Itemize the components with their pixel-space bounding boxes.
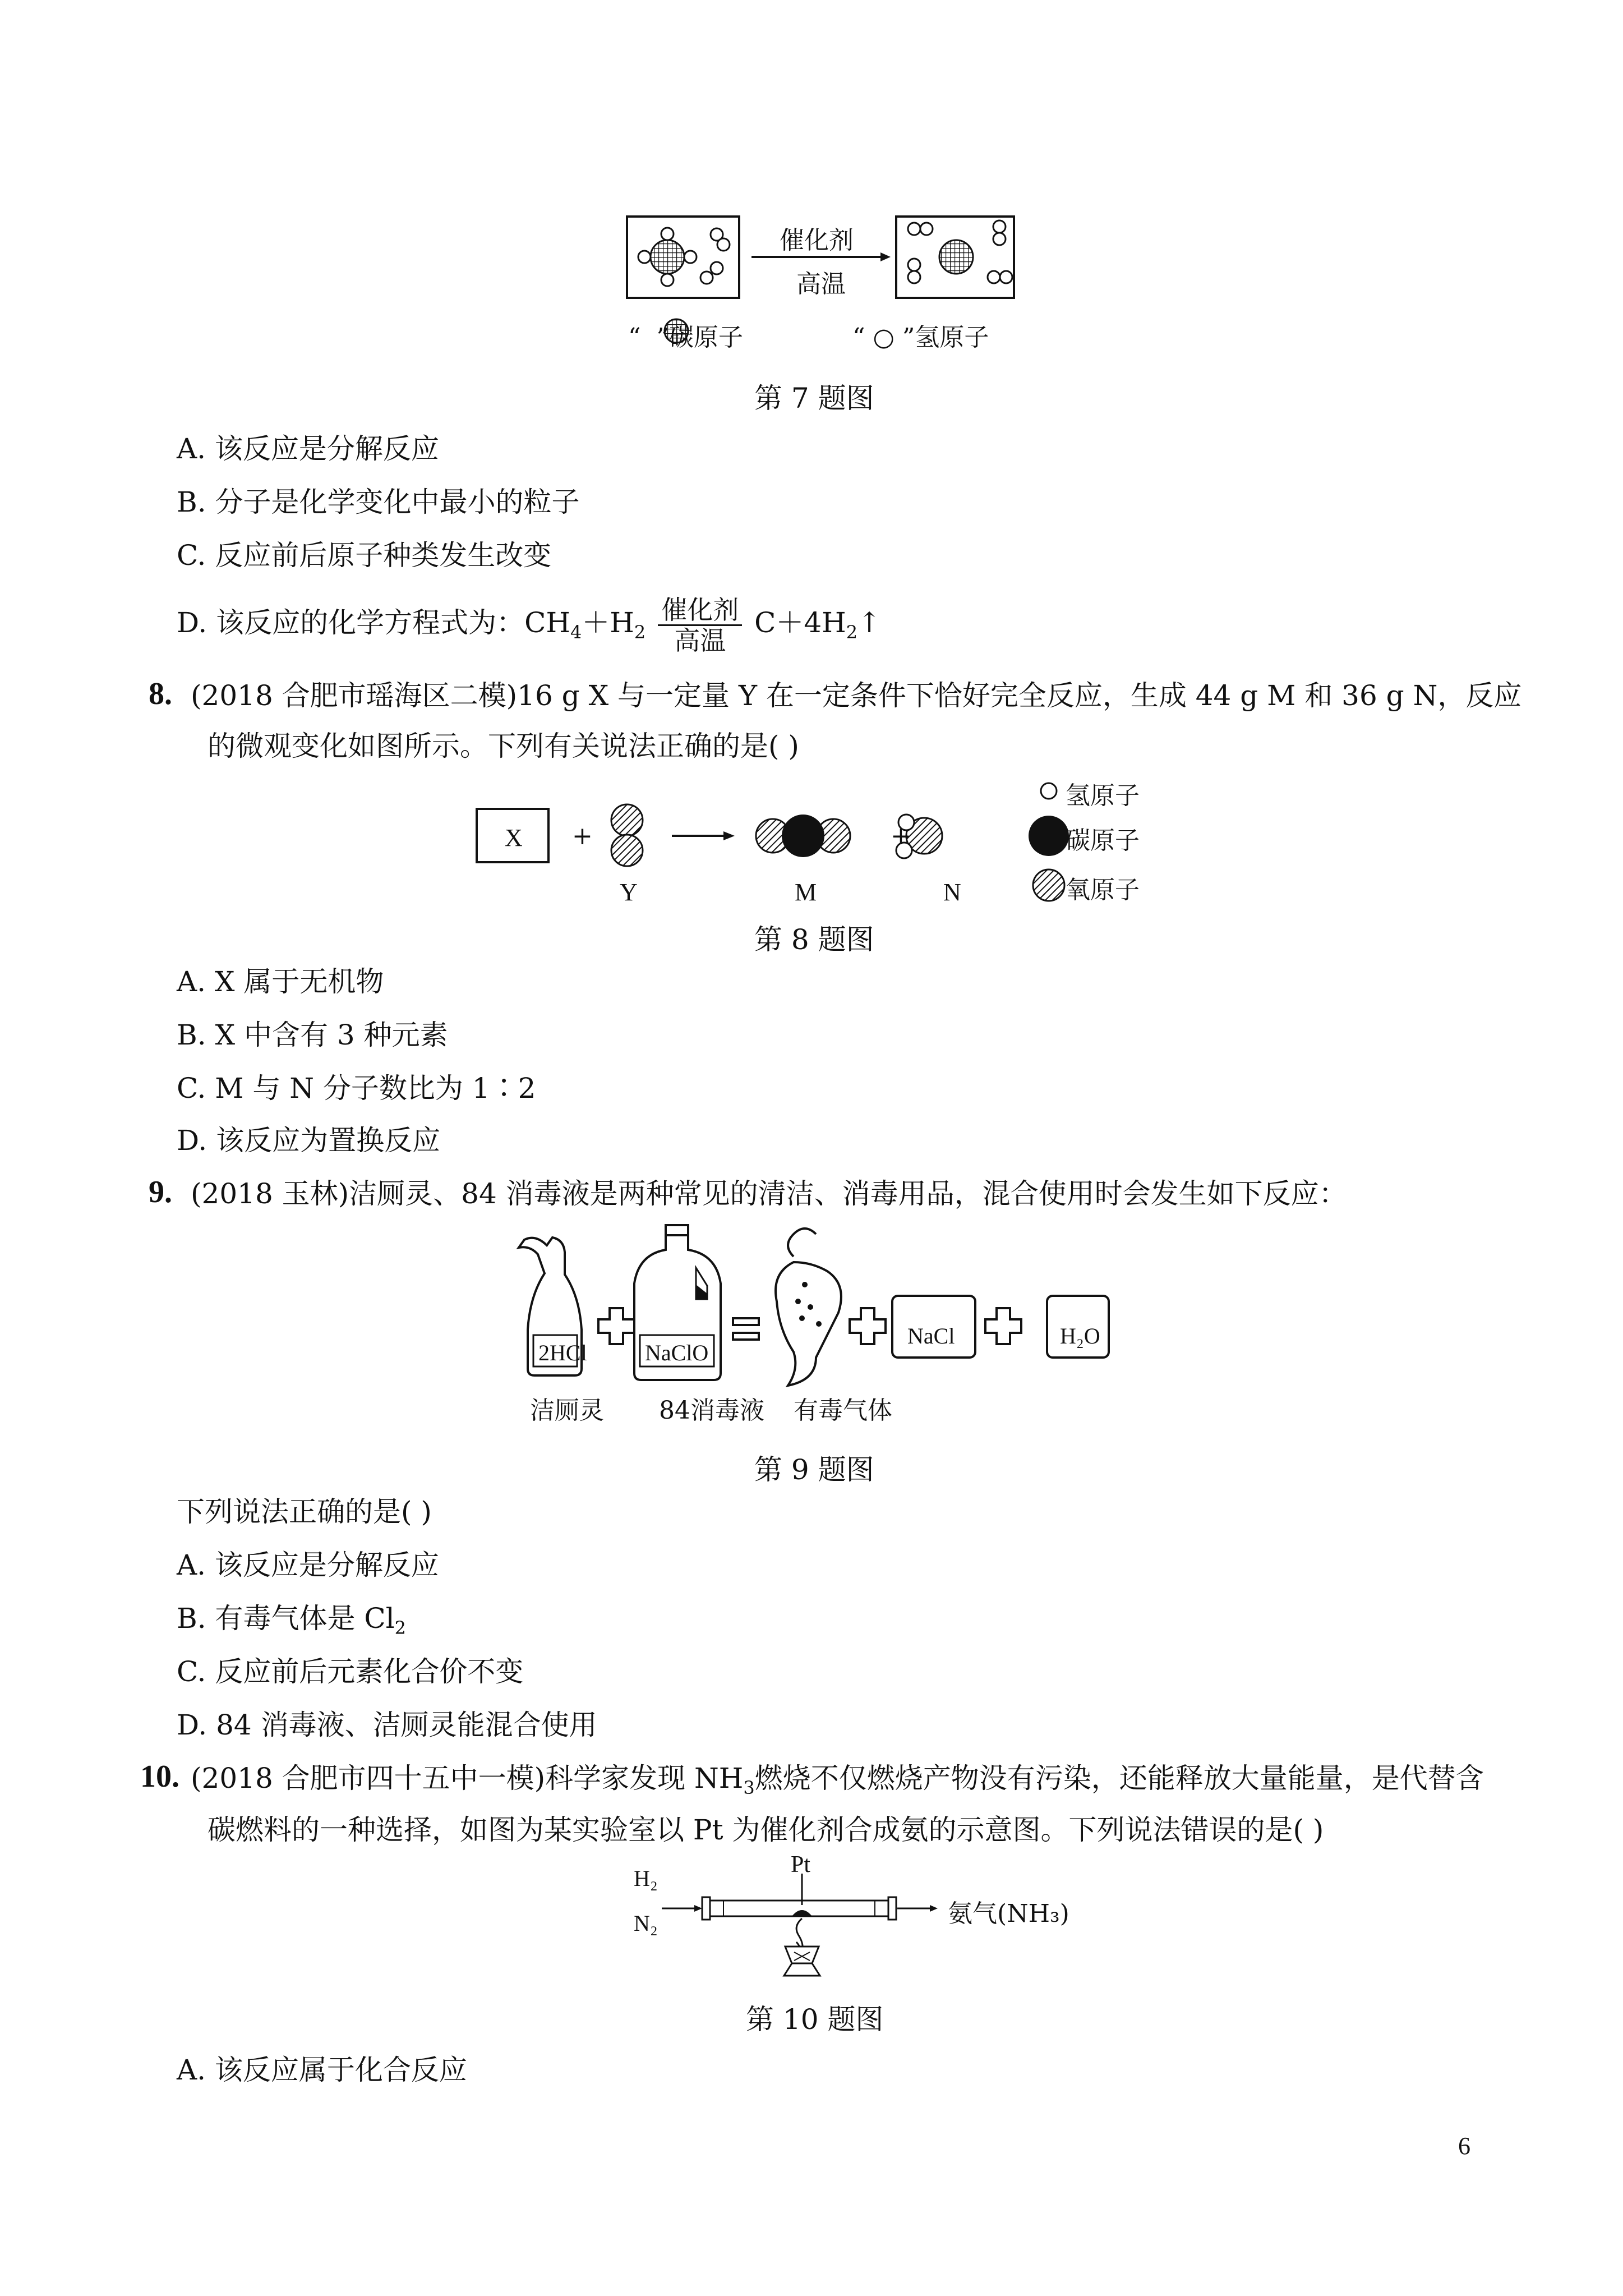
q10-line1-sub: 3 (743, 1777, 755, 1798)
q7-legend-hydrogen: “ ○ ”氢原子 (852, 323, 989, 352)
q9-option-b (177, 1602, 406, 1645)
q7-d-suffix: C＋4H (745, 606, 846, 639)
page-number: 6 (1458, 2132, 1470, 2160)
q7-option-c: C. 反应前后原子种类发生改变 (177, 539, 552, 572)
q9-option-a: A. 该反应是分解反应 (177, 1549, 439, 1581)
q7-d-sub4: 4 (570, 622, 582, 643)
q9-b-sub: 2 (394, 1617, 407, 1639)
q7-caption: 第 7 题图 (754, 382, 874, 415)
q8-label-y: Y (620, 878, 638, 906)
q7-d-sub2b: 2 (846, 622, 858, 643)
q8-caption: 第 8 题图 (754, 923, 874, 956)
q10-line1-prefix: (2018 合肥市四十五中一模)科学家发现 NH (191, 1762, 744, 1795)
q8-option-b: B. X 中含有 3 种元素 (177, 1019, 448, 1051)
q8-stem-line1: (2018 合肥市瑶海区二模)16 g X 与一定量 Y 在一定条件下恰好完全反应，生成 44 g M 和 36 g N，反应 (191, 679, 1522, 712)
q9-label-toilet-cleaner: 洁厕灵 (530, 1396, 604, 1425)
q8-label-n: N (943, 878, 961, 906)
q8-label-m: M (795, 878, 817, 906)
q9-b-text: B. 有毒气体是 Cl (177, 1602, 395, 1635)
q8-legend-carbon: 碳原子 (1066, 826, 1140, 855)
q7-option-d (177, 589, 881, 666)
q8-legend-oxygen: 氧原子 (1066, 876, 1140, 904)
q7-arrow-bottom-label: 高温 (796, 270, 846, 298)
q9-prompt: 下列说法正确的是( ) (177, 1496, 432, 1528)
q10-option-a: A. 该反应属于化合反应 (177, 2054, 467, 2086)
q10-n2-label: N₂ (634, 1911, 658, 1936)
q10-apparatus-figure (634, 1862, 1026, 1997)
q9-bottle2-label: NaClO (645, 1340, 709, 1365)
q9-label-toxic-gas: 有毒气体 (794, 1396, 892, 1425)
q8-legend-hydrogen: 氢原子 (1066, 781, 1140, 810)
q8-option-d: D. 该反应为置换反应 (177, 1124, 441, 1157)
q7-option-b: B. 分子是化学变化中最小的粒子 (177, 486, 580, 518)
q9-h2o-label: H₂O (1060, 1323, 1100, 1349)
q9-option-c: C. 反应前后元素化合价不变 (177, 1655, 524, 1688)
q7-d-prefix: D. 该反应的化学方程式为：CH (177, 606, 570, 639)
q7-arrow-top-label: 催化剂 (780, 226, 854, 255)
q8-number: 8. (149, 677, 172, 711)
q7-d-up-arrow: ↑ (857, 606, 882, 639)
q9-nacl-label: NaCl (907, 1323, 955, 1349)
q7-d-plus-h: ＋H (582, 606, 634, 639)
q8-stem-line2: 的微观变化如图所示。下列有关说法正确的是( ) (208, 730, 799, 762)
q8-option-a: A. X 属于无机物 (177, 965, 384, 998)
q8-plus-2: + (891, 822, 911, 850)
q7-d-condition-bottom: 高温 (674, 625, 726, 656)
q10-caption: 第 10 题图 (746, 2003, 884, 2036)
q9-option-d: D. 84 消毒液、洁厕灵能混合使用 (177, 1709, 597, 1741)
q9-label-disinfectant: 84消毒液 (659, 1396, 764, 1425)
q9-reaction-figure (513, 1223, 1119, 1414)
q10-h2-label: H₂ (634, 1866, 658, 1891)
q10-number: 10. (140, 1759, 179, 1794)
q10-pt-label: Pt (791, 1852, 811, 1878)
q9-caption: 第 9 题图 (754, 1453, 874, 1486)
q10-stem-line1 (191, 1761, 1484, 1805)
q8-box-x: X (505, 824, 523, 852)
q7-d-condition (658, 595, 742, 655)
q7-legend-carbon: “ ”碳原子 (628, 323, 743, 352)
q8-option-c: C. M 与 N 分子数比为 1∶2 (177, 1072, 536, 1105)
q7-d-sub2: 2 (634, 622, 646, 643)
q9-bottle1-label: 2HCl (538, 1340, 587, 1365)
q10-ammonia-label: 氨气(NH₃) (948, 1899, 1069, 1928)
q7-d-condition-top: 催化剂 (658, 595, 742, 626)
q9-number: 9. (149, 1175, 172, 1209)
q10-stem-line2: 碳燃料的一种选择，如图为某实验室以 Pt 为催化剂合成氨的示意图。下列说法错误的是( ) (208, 1814, 1324, 1846)
q10-line1-suffix: 燃烧不仅燃烧产物没有污染，还能释放大量能量，是代替含 (754, 1762, 1484, 1795)
q8-plus-1: + (572, 822, 593, 850)
q7-option-a: A. 该反应是分解反应 (177, 432, 439, 465)
q9-stem-line1: (2018 玉林)洁厕灵、84 消毒液是两种常见的清洁、消毒用品，混合使用时会发生如下反应： (191, 1177, 1347, 1210)
